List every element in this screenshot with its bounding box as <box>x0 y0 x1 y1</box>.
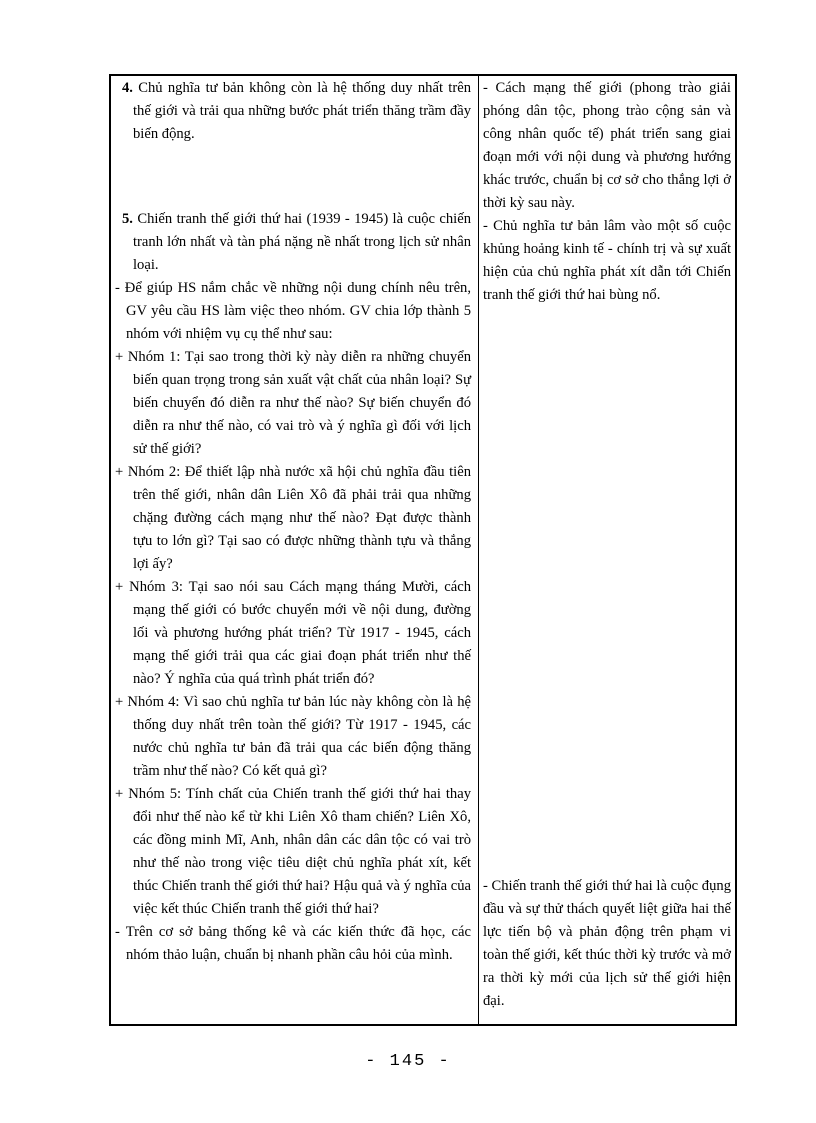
right-point-2: - Chủ nghĩa tư bản lâm vào một số cuộc khủng hoảng kinh tế - chính trị và sự xuất hiện của chủ nghĩa phát xít dẫn tới Chiến tranh thế giới thứ hai bùng nổ. <box>483 218 731 303</box>
left-column <box>115 77 471 967</box>
group-2-task: + Nhóm 2: Để thiết lập nhà nước xã hội chủ nghĩa đầu tiên trên thế giới, nhân dân Liên Xô đã phải trải qua những chặng đường cách mạng như thế nào? Đạt được thành tựu to lớn gì? Tại sao có được những thành tựu và thắng lợi ấy? <box>115 464 471 572</box>
item-5 <box>115 208 471 277</box>
item-4-number: 4. <box>122 80 133 96</box>
group-5-task: + Nhóm 5: Tính chất của Chiến tranh thế giới thứ hai thay đổi như thế nào kể từ khi Liên Xô tham chiến? Liên Xô, các đồng minh Mĩ, Anh, nhân dân các dân tộc có vai trò như thế nào trong việc tiêu diệt chủ nghĩa phát xít, kết thúc Chiến tranh thế giới thứ hai? Hậu quả và ý nghĩa của việc kết thúc Chiến tranh thế giới thứ hai? <box>115 786 471 917</box>
right-column <box>483 77 731 1009</box>
right-point-1: - Cách mạng thế giới (phong trào giải phóng dân tộc, phong trào cộng sản và công nhân quốc tế) phát triển sang giai đoạn mới với nội dung và phương hướng khác trước, chuẩn bị cơ sở cho thắng lợi ở thời kỳ sau này. <box>483 80 731 211</box>
closing-paragraph: - Trên cơ sở bảng thống kê và các kiến thức đã học, các nhóm thảo luận, chuẩn bị nhanh phần câu hỏi của mình. <box>115 924 471 963</box>
item-4-text: Chủ nghĩa tư bản không còn là hệ thống duy nhất trên thế giới và trải qua những bước phát triển thăng trầm đầy biến động. <box>132 80 471 142</box>
item-5-number: 5. <box>122 211 133 227</box>
group-3-task: + Nhóm 3: Tại sao nói sau Cách mạng tháng Mười, cách mạng thế giới có bước chuyển mới về nội dung, đường lối và phương hướng phát triển? Từ 1917 - 1945, cách mạng thế giới trải qua các giai đoạn phát triển như thế nào? Ý nghĩa của quá trình phát triển đó? <box>115 579 471 687</box>
item-4 <box>115 77 471 146</box>
group-4-task: + Nhóm 4: Vì sao chủ nghĩa tư bản lúc này không còn là hệ thống duy nhất trên toàn thế giới? Từ 1917 - 1945, các nước chủ nghĩa tư bản đã trải qua các biến động thăng trầm như thế nào? Có kết quả gì? <box>115 694 471 779</box>
group-1-task: + Nhóm 1: Tại sao trong thời kỳ này diễn ra những chuyển biến quan trọng trong sản xuất vật chất của nhân loại? Sự biến chuyển đó diễn ra như thế nào? Sự biến chuyển đó diễn ra như thế nào, có vai trò và ý nghĩa gì đối với lịch sử thế giới? <box>115 349 471 457</box>
column-divider <box>478 76 479 1024</box>
item-5-text: Chiến tranh thế giới thứ hai (1939 - 1945) là cuộc chiến tranh lớn nhất và tàn phá nặng nề nhất trong lịch sử nhân loại. <box>132 211 471 273</box>
instruction-paragraph: - Để giúp HS nắm chắc về những nội dung chính nêu trên, GV yêu cầu HS làm việc theo nhóm. GV chia lớp thành 5 nhóm với nhiệm vụ cụ thể như sau: <box>115 280 471 342</box>
content-table <box>109 74 737 1026</box>
page-number: - 145 - <box>365 1052 451 1071</box>
right-point-3: - Chiến tranh thế giới thứ hai là cuộc đụng đầu và sự thử thách quyết liệt giữa hai thế lực tiến bộ và phản động trên phạm vi toàn thế giới, kết thúc thời kỳ trước và mở ra thời kỳ mới của lịch sử thế giới hiện đại. <box>483 878 731 1009</box>
